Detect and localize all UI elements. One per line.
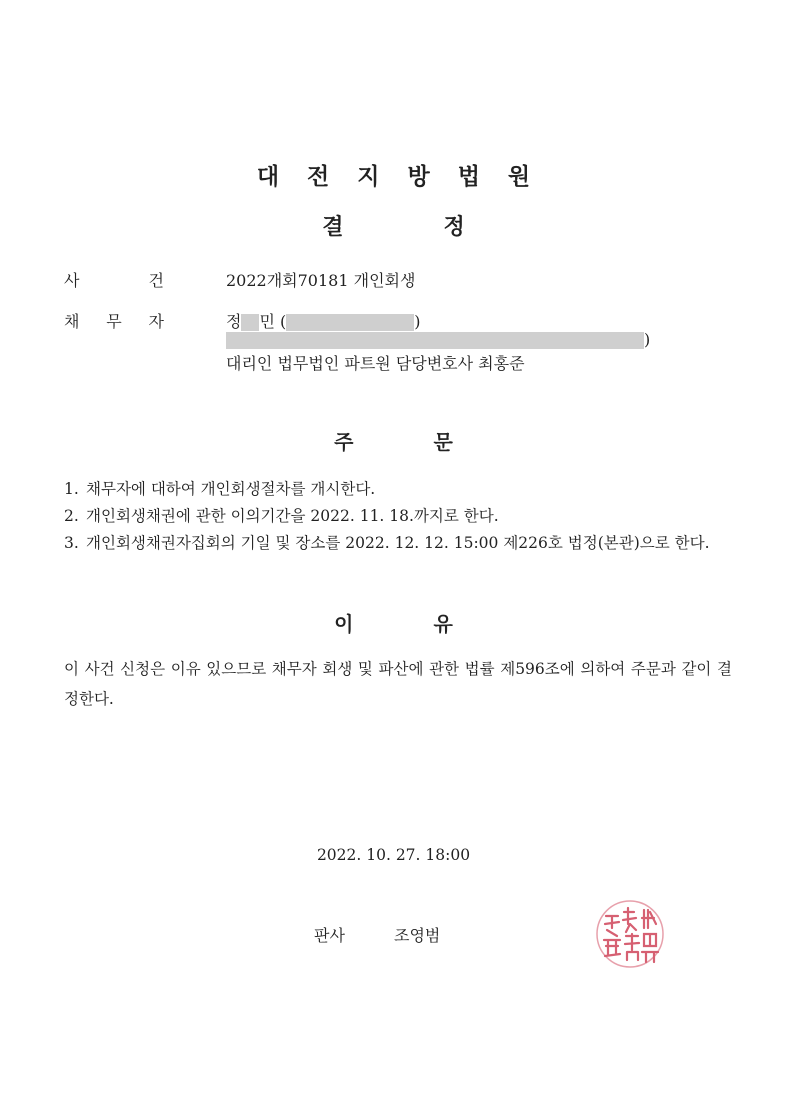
case-label	[64, 268, 164, 291]
document-title-right: 정	[443, 215, 465, 240]
order-heading	[0, 426, 787, 455]
order-item-number: 1.	[64, 480, 79, 498]
address-close: )	[644, 330, 651, 349]
debtor-address	[226, 330, 650, 349]
reason-text: 이 사건 신청은 이유 있으므로 채무자 회생 및 파산에 관한 법률 제596조에 의하여 주문과 같이 결정한다.	[64, 660, 732, 708]
paren-open: (	[280, 312, 287, 331]
document-title-left: 결	[322, 215, 344, 240]
order-item-number: 2.	[64, 507, 79, 525]
redaction-block	[286, 314, 414, 331]
debtor-label-char: 자	[148, 312, 164, 331]
debtor-label-char: 채	[64, 312, 80, 331]
debtor-agent: 대리인 법무법인 파트원 담당변호사 최홍준	[226, 354, 525, 373]
judge-title: 판사	[314, 926, 345, 945]
debtor-label-char: 무	[106, 312, 122, 331]
paren-close: )	[414, 312, 421, 331]
order-heading-right: 문	[433, 430, 453, 454]
order-item	[64, 476, 732, 502]
order-item-number: 3.	[64, 534, 79, 552]
document-title	[0, 210, 787, 241]
order-list	[64, 476, 732, 557]
order-item-text: 채무자에 대하여 개인회생절차를 개시한다.	[86, 480, 376, 498]
judge-name: 조영범	[394, 926, 441, 945]
debtor-label	[64, 309, 164, 332]
court-name: 대전지방법원	[256, 164, 559, 190]
decision-date: 2022. 10. 27. 18:00	[316, 846, 471, 864]
order-item-text: 개인회생채권에 관한 이의기간을 2022. 11. 18.까지로 한다.	[86, 507, 499, 525]
order-item	[64, 503, 732, 529]
debtor-name	[226, 309, 421, 332]
redaction-block	[226, 332, 644, 349]
reason-heading-left: 이	[334, 612, 354, 636]
court-seal-image	[592, 894, 668, 974]
reason-heading-right: 유	[433, 612, 453, 636]
debtor-name-first: 정	[226, 312, 242, 331]
order-heading-left: 주	[334, 430, 354, 454]
reason-heading	[0, 608, 787, 637]
debtor-name-last: 민	[259, 312, 275, 331]
case-label-char: 건	[148, 271, 164, 290]
case-value: 2022개회70181 개인회생	[226, 271, 416, 290]
redaction-block	[241, 314, 259, 331]
case-label-char: 사	[64, 271, 80, 290]
order-item	[64, 530, 732, 556]
order-item-text: 개인회생채권자집회의 기일 및 장소를 2022. 12. 12. 15:00 제226호 법정(본관)으로 한다.	[86, 534, 710, 552]
